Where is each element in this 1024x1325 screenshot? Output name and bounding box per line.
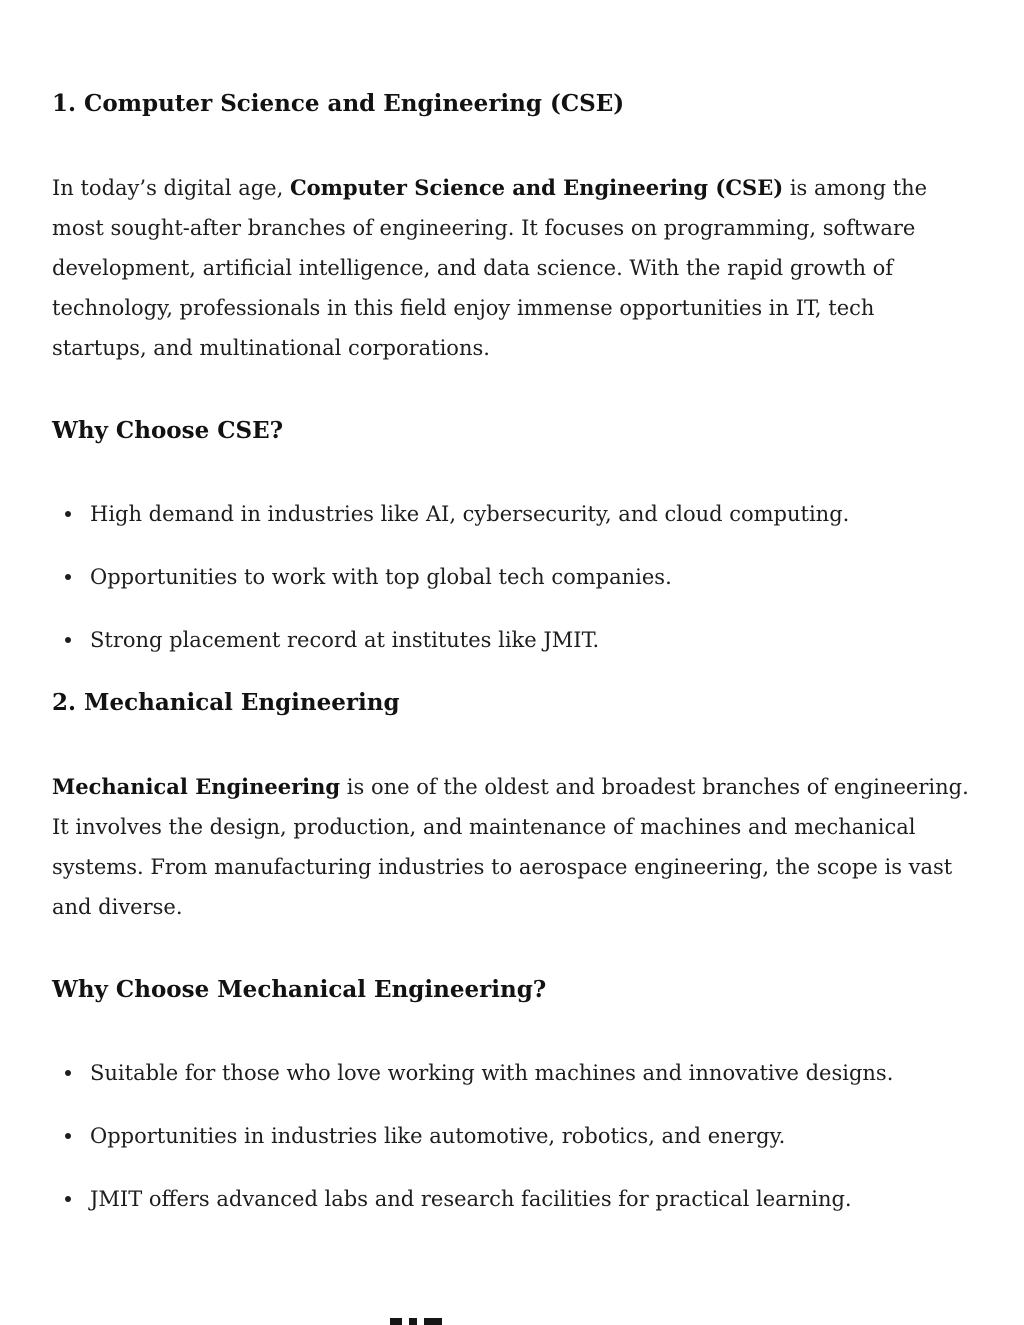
section-1-paragraph-bold: Computer Science and Engineering (CSE) — [289, 175, 784, 200]
section-2-subheading: Why Choose Mechanical Engineering? — [52, 976, 547, 1003]
section-1-paragraph-suffix: is among the most sought-after branches of engineering. It focuses on programming, software development, artificial intelligence, and data science. With the rapid growth of technology, professionals in this field enjoy immense opportunities in IT, tech startups, and multinational corporations. — [52, 176, 928, 360]
clipped-glyph-top — [390, 1318, 402, 1325]
section-1-bullet-list — [52, 494, 969, 660]
section-2-heading: 2. Mechanical Engineering — [52, 689, 400, 716]
bullet-item: Opportunities in industries like automotive, robotics, and energy. — [52, 1116, 969, 1156]
section-1-paragraph — [52, 168, 969, 368]
section-2-paragraph — [52, 767, 969, 927]
section-2-paragraph-bold: Mechanical Engineering — [52, 774, 341, 799]
section-1-subheading: Why Choose CSE? — [52, 417, 284, 444]
clipped-glyph-top — [424, 1318, 442, 1325]
section-2-bullet-list — [52, 1053, 969, 1219]
bullet-item: JMIT offers advanced labs and research facilities for practical learning. — [52, 1179, 969, 1219]
section-1-heading: 1. Computer Science and Engineering (CSE) — [52, 90, 625, 117]
clipped-next-heading-fragment — [390, 1318, 442, 1325]
bullet-item: Strong placement record at institutes like JMIT. — [52, 620, 969, 660]
bullet-item: High demand in industries like AI, cybersecurity, and cloud computing. — [52, 494, 969, 534]
clipped-glyph-top — [409, 1318, 417, 1325]
bullet-item: Opportunities to work with top global tech companies. — [52, 557, 969, 597]
section-2-paragraph-suffix: is one of the oldest and broadest branches of engineering. It involves the design, production, and maintenance of machines and mechanical systems. From manufacturing industries to aerospace engineering, the scope is vast and diverse. — [52, 775, 969, 919]
section-1-paragraph-prefix: In today’s digital age, — [52, 176, 290, 200]
bullet-item: Suitable for those who love working with machines and innovative designs. — [52, 1053, 969, 1093]
